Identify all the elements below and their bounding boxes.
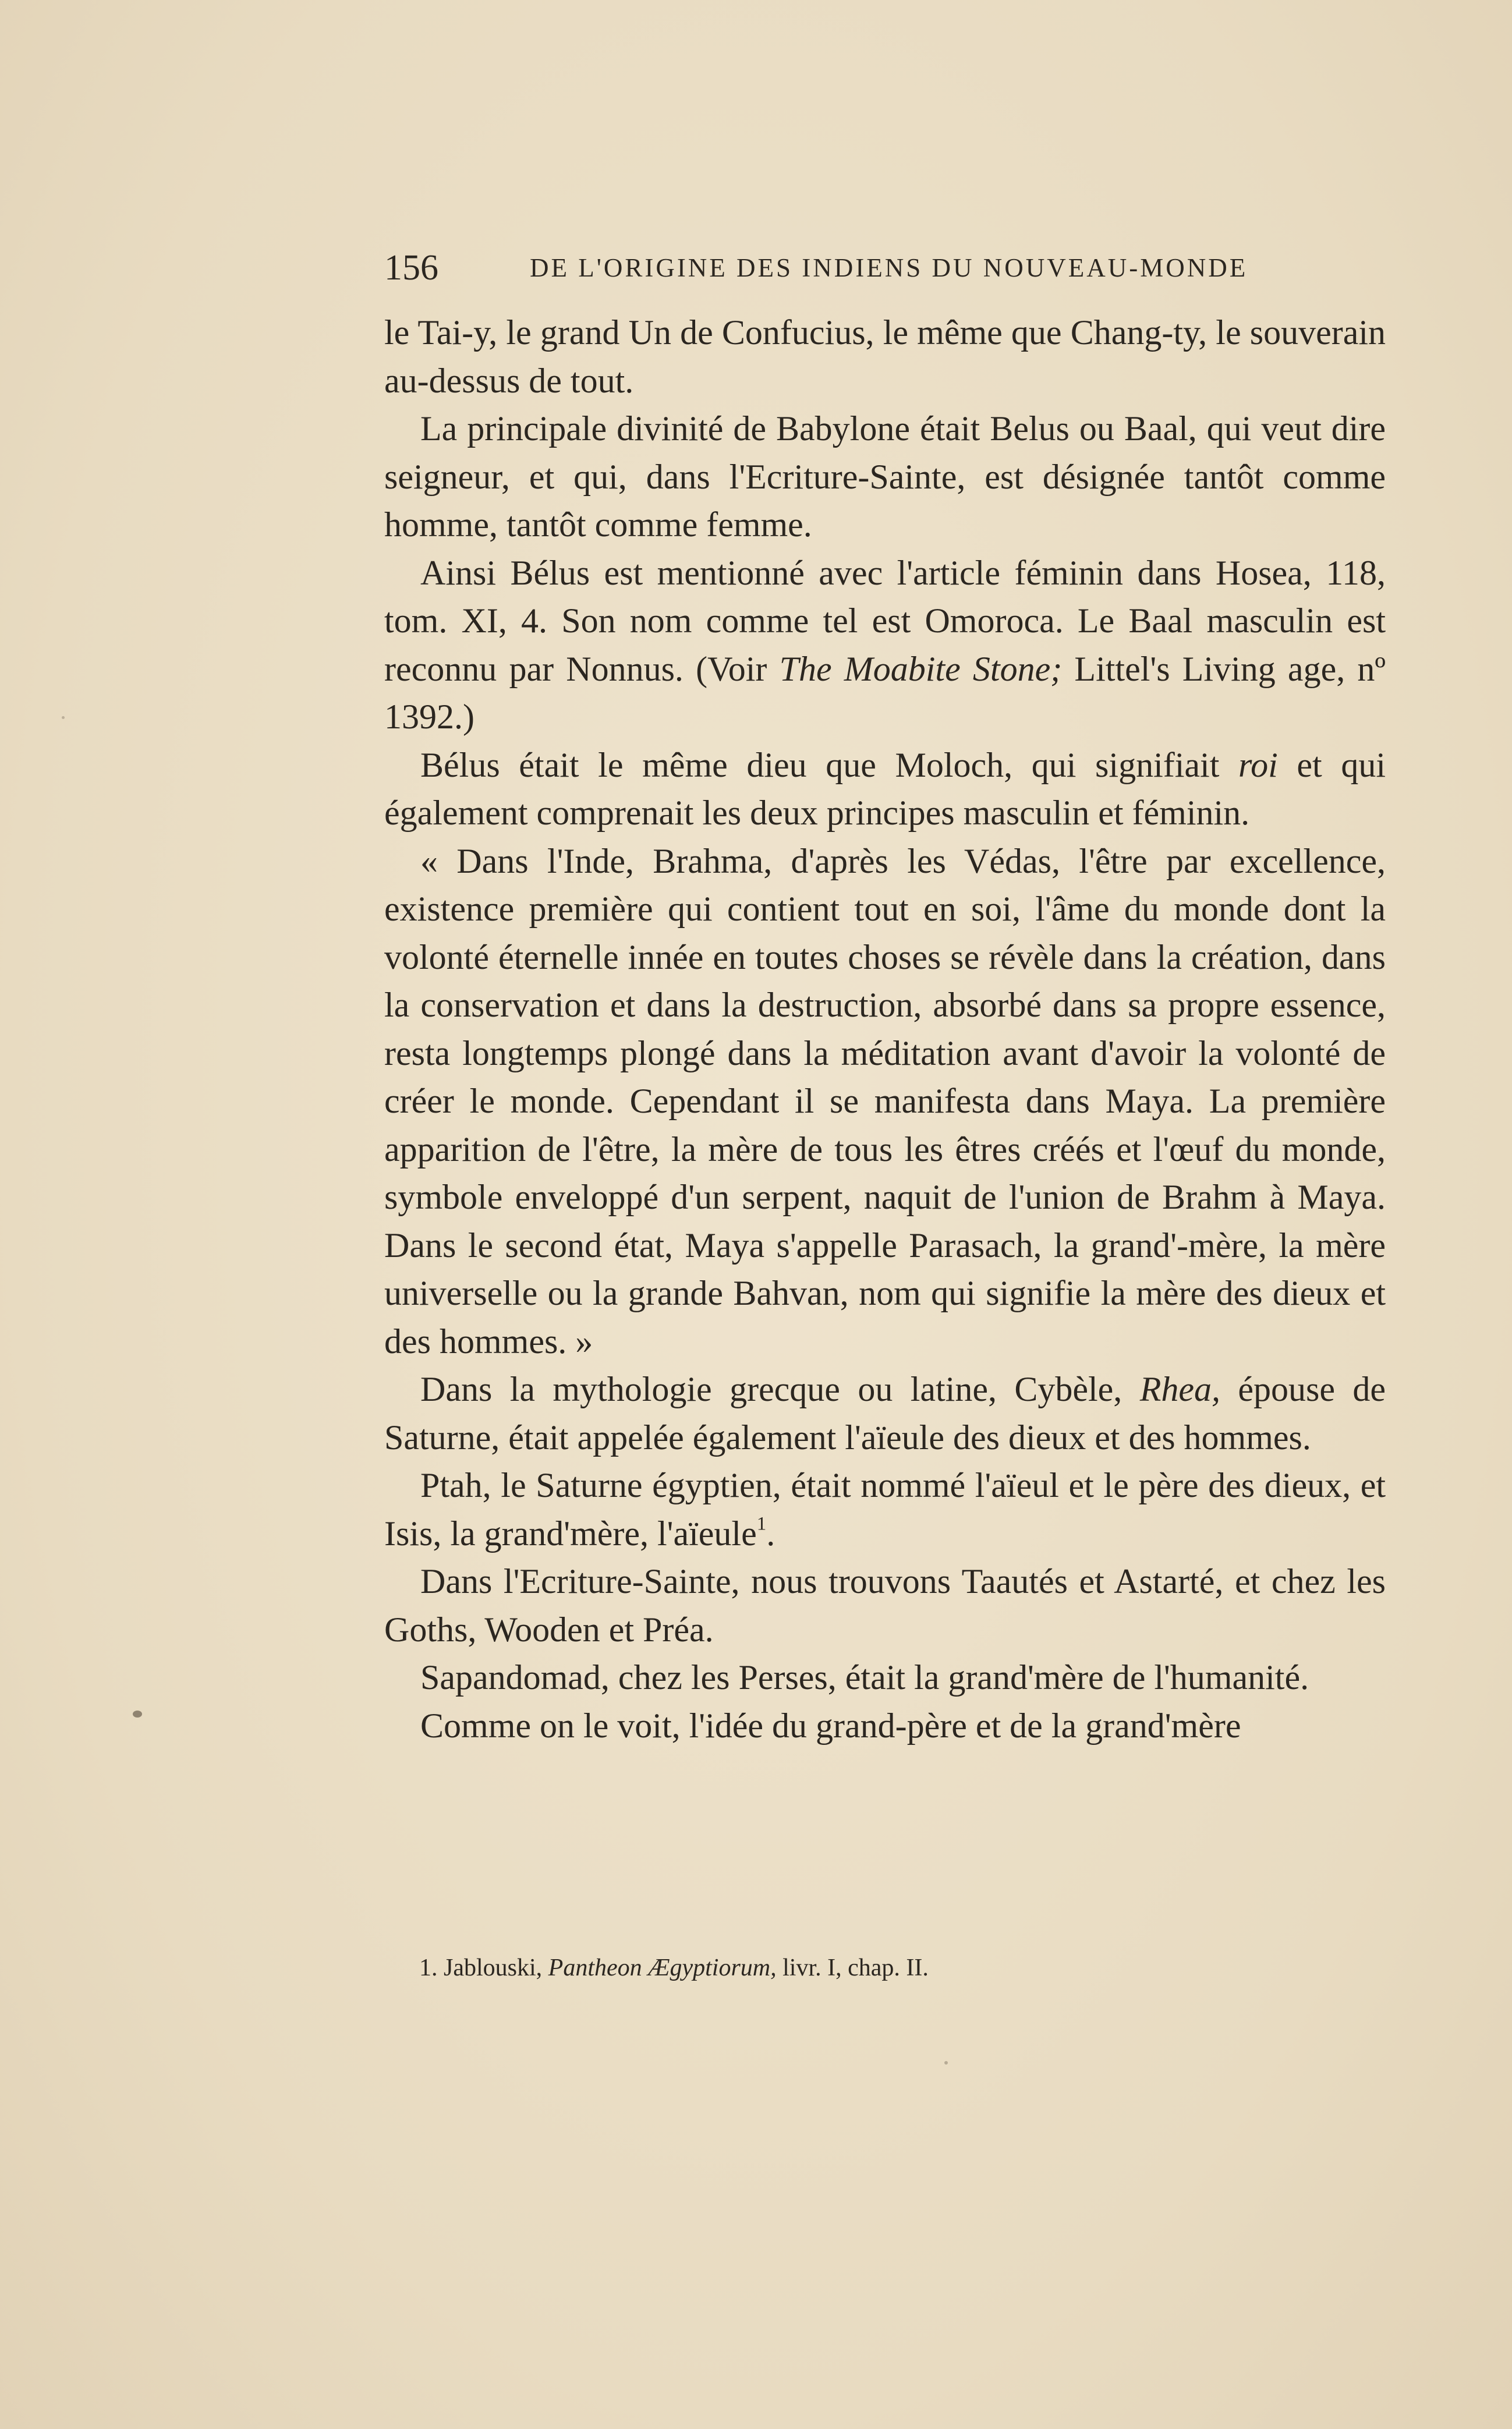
paragraph-10 xyxy=(384,1702,1386,1750)
paragraph-2 xyxy=(384,405,1386,549)
paragraph-7 xyxy=(384,1461,1386,1557)
paragraph-4-text: Bélus était le même dieu que Moloch, qui signifiait xyxy=(420,745,1238,784)
paragraph-9 xyxy=(384,1653,1386,1702)
paragraph-3-text: Ainsi Bélus est mentionné avec l'article féminin dans Hosea, 118, tom. XI, 4. Son nom comme tel est Omoroca. Le Baal masculin est reconnu par Nonnus. (Voir xyxy=(384,553,1386,688)
footnote-title: Pantheon Ægyptiorum, xyxy=(548,1954,777,1981)
paragraph-6 xyxy=(384,1365,1386,1461)
paragraph-1-text: le Tai-y, le grand Un de Confucius, le même que Chang-ty, le souverain au-dessus de tout. xyxy=(384,313,1386,400)
paragraph-6-text: Dans la mythologie grecque ou latine, Cybèle, xyxy=(420,1370,1140,1408)
paragraph-3-text-end: Littel's Living age, nº 1392.) xyxy=(384,649,1386,736)
paragraph-6-italic: Rhea, xyxy=(1139,1370,1220,1408)
footnote-author: Jablouski, xyxy=(444,1954,543,1981)
paragraph-6-text-end: épouse de Saturne, était appelée également l'aïeule des dieux et des hommes. xyxy=(384,1370,1386,1457)
paragraph-5 xyxy=(384,837,1386,1366)
paragraph-7-text: Ptah, le Saturne égyptien, était nommé l'aïeul et le père des dieux, et Isis, la grand'mère, l'aïeule xyxy=(384,1466,1386,1553)
paragraph-4-text-end: et qui également comprenait les deux principes masculin et féminin. xyxy=(384,745,1386,832)
running-header xyxy=(384,245,1248,291)
paragraph-8-text: Dans l'Ecriture-Sainte, nous trouvons Taautés et Astarté, et chez les Goths, Wooden et Préa. xyxy=(384,1562,1386,1649)
paper-speck xyxy=(133,1711,142,1718)
paragraph-3 xyxy=(384,549,1386,741)
running-title: DE L'ORIGINE DES INDIENS DU NOUVEAU-MONDE xyxy=(530,253,1248,282)
footnote xyxy=(419,1950,1386,1985)
paragraph-2-text: La principale divinité de Babylone était Belus ou Baal, qui veut dire seigneur, et qui, dans l'Ecriture-Sainte, est désignée tantôt comme homme, tantôt comme femme. xyxy=(384,409,1386,544)
footnote-reference: 1 xyxy=(756,1513,767,1535)
paragraph-9-text: Sapandomad, chez les Perses, était la grand'mère de l'humanité. xyxy=(420,1658,1309,1697)
page-number: 156 xyxy=(384,248,438,288)
paragraph-4-italic: roi xyxy=(1238,745,1278,784)
body-text xyxy=(384,309,1386,1750)
paper-speck xyxy=(944,2061,948,2065)
paragraph-3-italic: The Moabite Stone; xyxy=(779,649,1063,688)
paragraph-5-text: « Dans l'Inde, Brahma, d'après les Védas, l'être par excellence, existence première qui contient tout en soi, l'âme du monde dont la volonté éternelle innée en toutes choses se révèle dans la création, dans la conservation et dans la destruction, absorbé dans sa propre essence, resta longtemps plongé dans la méditation avant d'avoir la volonté de créer le monde. Cependant il se manifesta dans Maya. La première apparition de l'être, la mère de tous les êtres créés et l'œuf du monde, symbole enveloppé d'un serpent, naquit de l'union de Brahm à Maya. Dans le second état, Maya s'appelle Parasach, la grand'-mère, la mère universelle ou la grande Bahvan, nom qui signifie la mère des dieux et des hommes. » xyxy=(384,841,1386,1361)
paragraph-8 xyxy=(384,1557,1386,1653)
footnote-rest: livr. I, chap. II. xyxy=(782,1954,929,1981)
paragraph-1 xyxy=(384,309,1386,405)
paragraph-10-text: Comme on le voit, l'idée du grand-père et de la grand'mère xyxy=(420,1706,1241,1745)
footnote-number: 1. xyxy=(419,1954,438,1981)
paragraph-7-text-end: . xyxy=(766,1514,776,1553)
paper-speck xyxy=(62,716,65,719)
paragraph-4 xyxy=(384,741,1386,837)
